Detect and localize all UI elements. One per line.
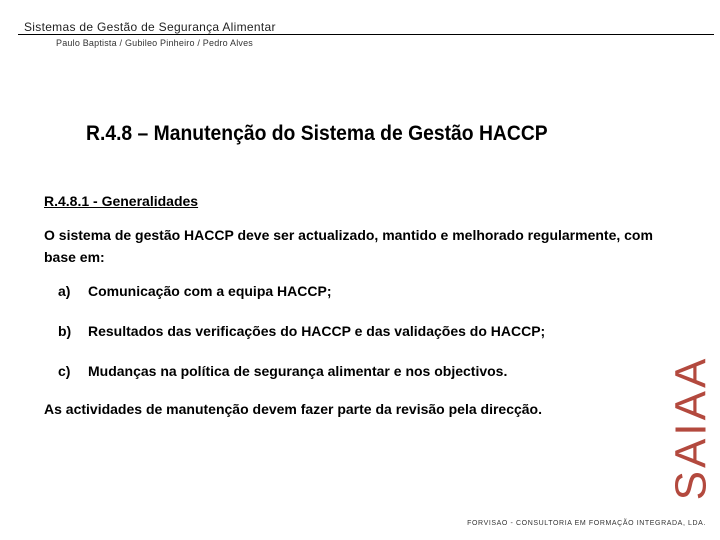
list-item-marker: c): [58, 363, 71, 379]
list-item-marker: b): [58, 323, 72, 339]
list-item-text: Comunicação com a equipa HACCP;: [88, 283, 332, 299]
list-item-marker: a): [58, 283, 71, 299]
list-item-text: Mudanças na política de segurança alimentar e nos objectivos.: [88, 363, 508, 379]
slide-body: [44, 190, 664, 420]
slide-title: R.4.8 – Manutenção do Sistema de Gestão HACCP: [86, 122, 548, 145]
header-authors: Paulo Baptista / Gubileo Pinheiro / Pedro Alves: [56, 38, 254, 48]
header-rule: [18, 34, 714, 35]
list-item: [58, 320, 664, 342]
item-list: [44, 280, 664, 382]
section-subtitle: R.4.8.1 - Generalidades: [44, 193, 199, 209]
list-item-text: Resultados das verificações do HACCP e das validações do HACCP;: [88, 323, 546, 339]
brand-logo-text: SAIAA: [666, 355, 715, 500]
closing-paragraph: As actividades de manutenção devem fazer parte da revisão pela direcção.: [44, 401, 542, 417]
list-item: [58, 360, 664, 382]
header-title: Sistemas de Gestão de Segurança Alimentar: [24, 20, 276, 34]
brand-logo: [666, 350, 716, 505]
intro-paragraph: O sistema de gestão HACCP deve ser actualizado, mantido e melhorado regularmente, com base em:: [44, 227, 653, 265]
footer-text: FORVISAO - CONSULTORIA EM FORMAÇÃO INTEGRADA, LDA.: [467, 520, 706, 527]
list-item: [58, 280, 664, 302]
